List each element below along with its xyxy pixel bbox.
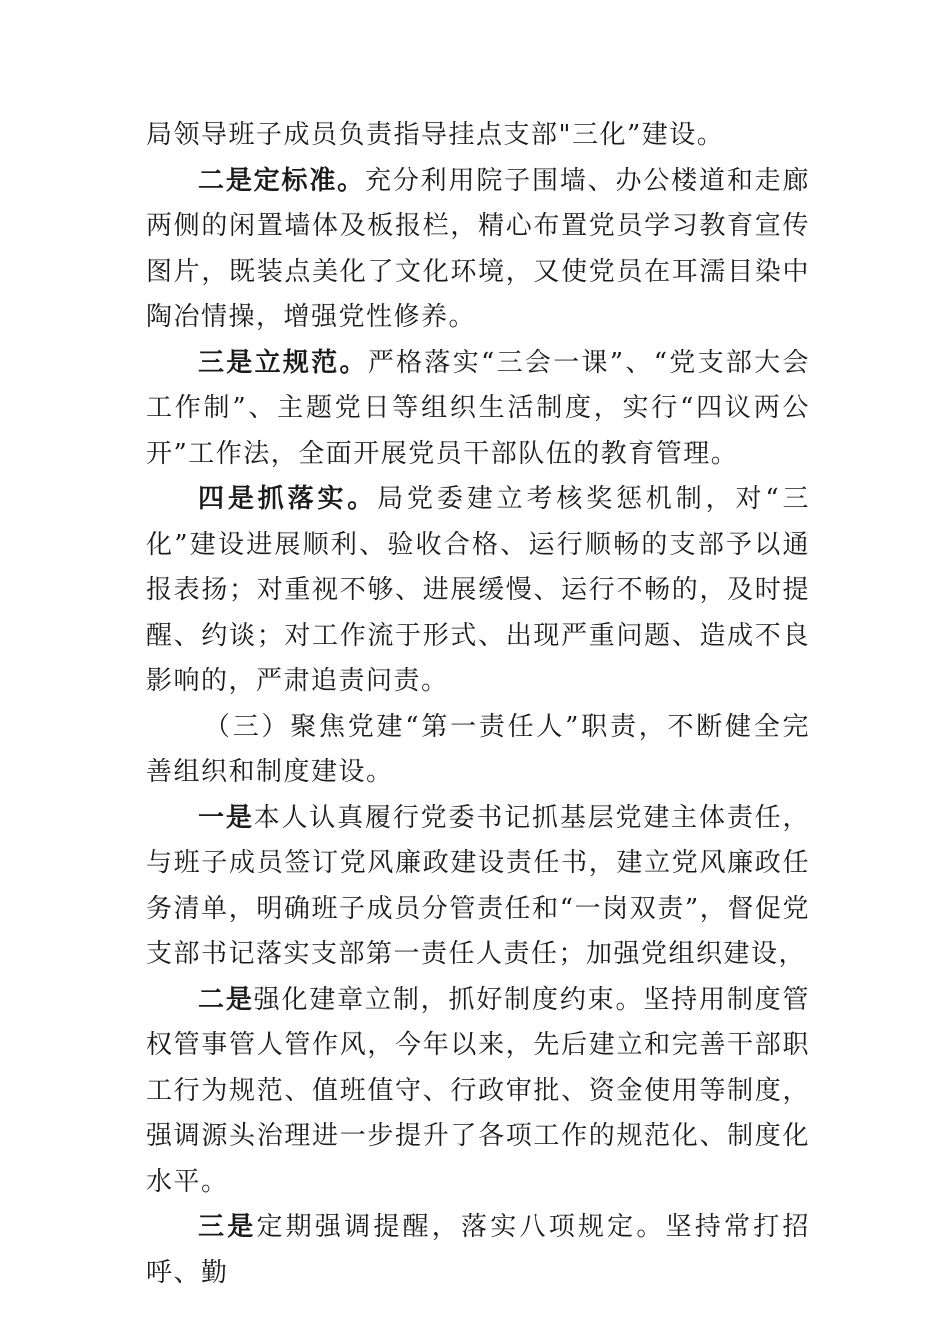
section-heading bbox=[146, 705, 810, 796]
paragraph-norms bbox=[146, 341, 810, 478]
paragraph-text: 定期强调提醒，落实八项规定。坚持常打招呼、勤 bbox=[146, 1212, 810, 1288]
paragraph-text: 本人认真履行党委书记抓基层党建主体责任，与班子成员签订党风廉政建设责任书，建立党风廉政任务清单，明确班子成员分管责任和“一岗双责”，督促党支部书记落实支部第一责任人责任；加强党组织建设， bbox=[146, 802, 810, 969]
paragraph-standards bbox=[146, 159, 810, 341]
paragraph-text: 局党委建立考核奖惩机制，对“三化”建设进展顺利、验收合格、运行顺畅的支部予以通报表扬；对重视不够、进展缓慢、运行不畅的，及时提醒、约谈；对工作流于形式、出现严重问题、造成不良影响的，严肃追责问责。 bbox=[146, 484, 810, 696]
paragraph-lead: 三是 bbox=[198, 1212, 257, 1242]
paragraph-lead: 三是立规范。 bbox=[198, 347, 368, 378]
paragraph-implementation bbox=[146, 477, 810, 705]
section-heading-text: （三）聚焦党建“第一责任人”职责，不断健全完善组织和制度建设。 bbox=[146, 711, 810, 787]
paragraph-text: 强化建章立制，抓好制度约束。坚持用制度管权管事管人管作风，今年以来，先后建立和完善干部职工行为规范、值班值守、行政审批、资金使用等制度，强调源头治理进一步提升了各项工作的规范化、制度化水平。 bbox=[146, 984, 810, 1197]
paragraph-lead: 一是 bbox=[198, 802, 254, 833]
paragraph-lead: 二是 bbox=[198, 984, 254, 1015]
paragraph-lead: 四是抓落实。 bbox=[198, 484, 378, 514]
paragraph-first bbox=[146, 796, 810, 978]
paragraph-second bbox=[146, 978, 810, 1206]
paragraph-third bbox=[146, 1205, 810, 1296]
paragraph-continuation bbox=[146, 113, 810, 159]
paragraph-text: 充分利用院子围墙、办公楼道和走廊两侧的闲置墙体及板报栏，精心布置党员学习教育宣传图片，既装点美化了文化环境，又使党员在耳濡目染中陶冶情操，增强党性修养。 bbox=[146, 165, 810, 332]
paragraph-text: 局领导班子成员负责指导挂点支部"三化”建设。 bbox=[146, 120, 725, 150]
paragraph-lead: 二是定标准。 bbox=[198, 165, 365, 196]
paragraph-text: 严格落实“三会一课”、“党支部大会工作制”、主题党日等组织生活制度，实行“四议两公开”工作法，全面开展党员干部队伍的教育管理。 bbox=[146, 347, 810, 469]
document-body bbox=[146, 113, 810, 1296]
